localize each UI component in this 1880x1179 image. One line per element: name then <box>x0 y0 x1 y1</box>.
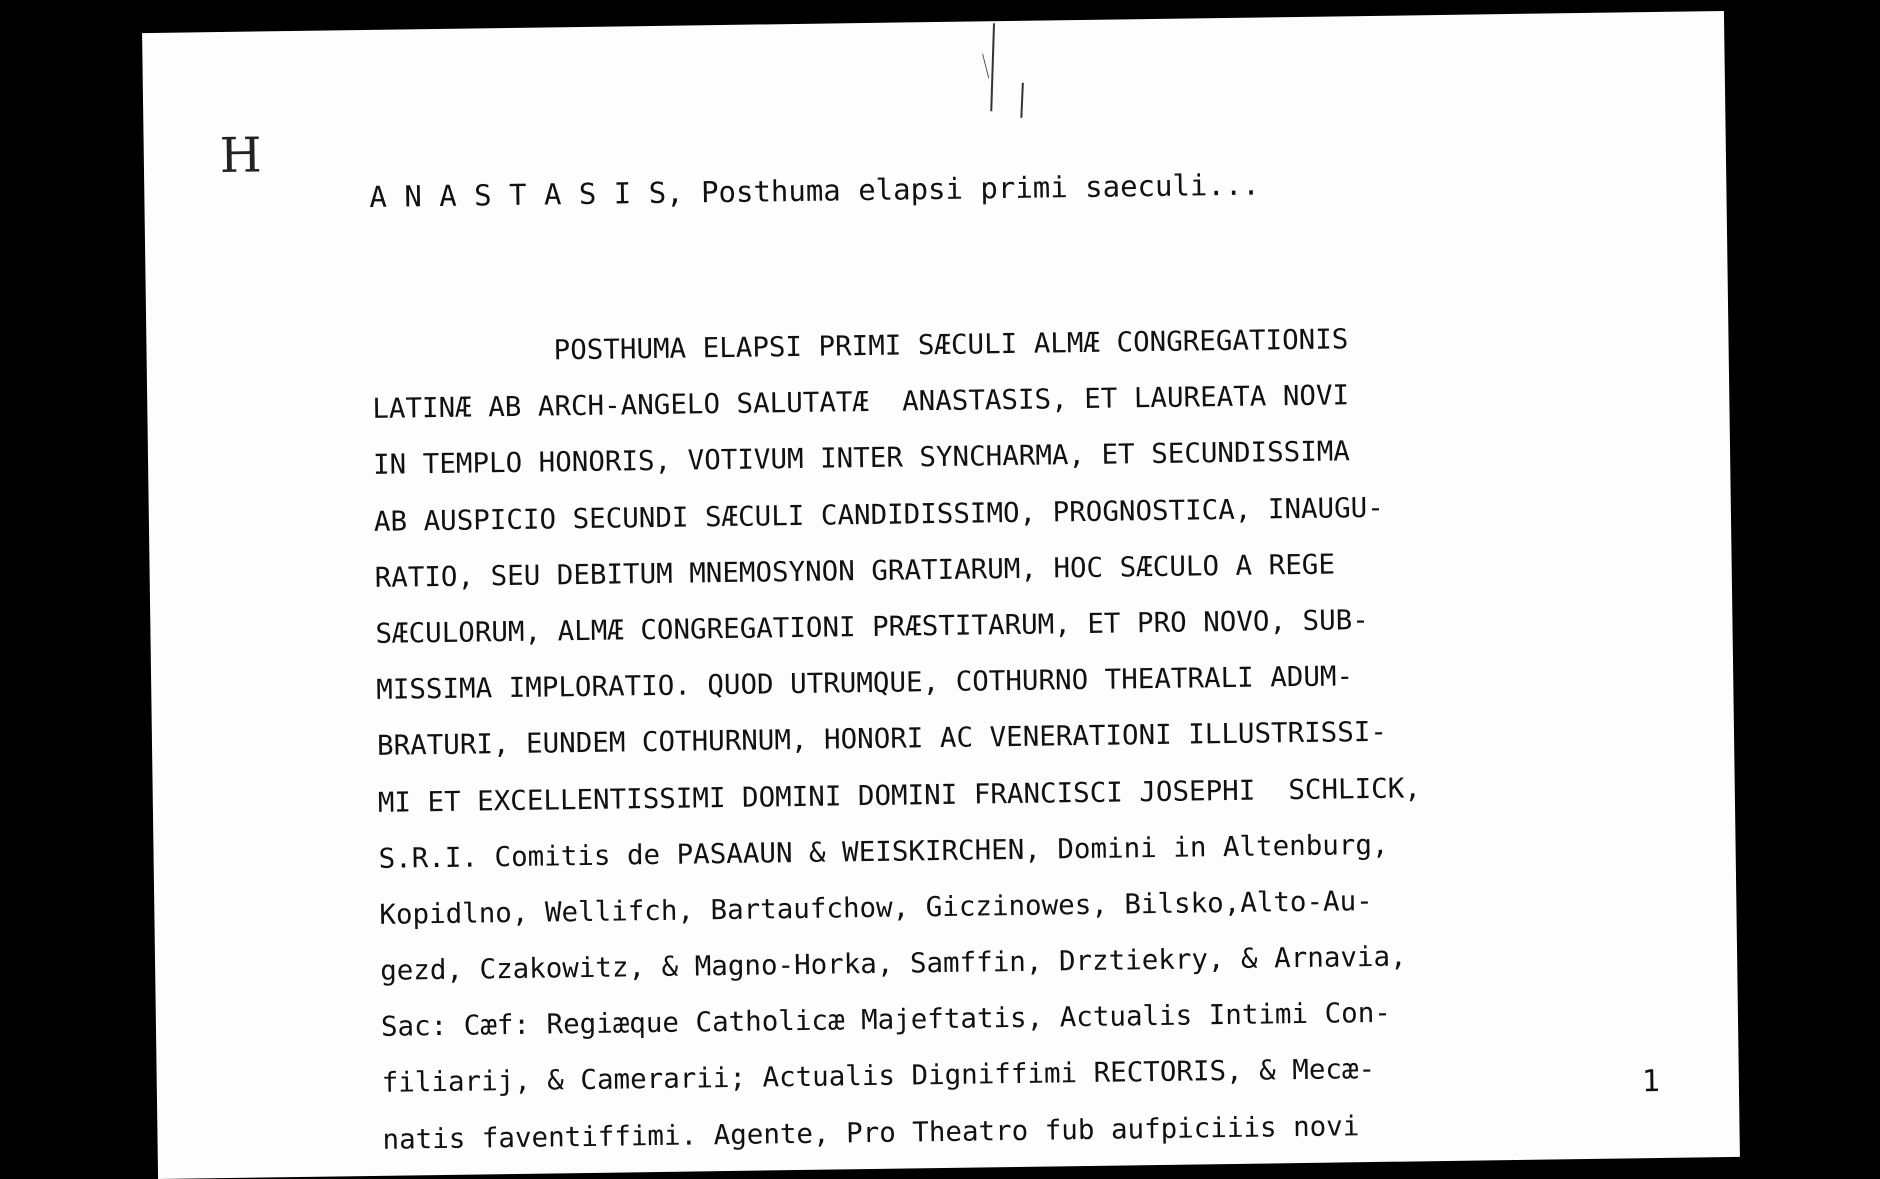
document-title: A N A S T A S I S, Posthuma elapsi primi saeculi... <box>369 167 1260 214</box>
document-page <box>142 11 1740 1179</box>
body-text <box>371 307 1683 1168</box>
text-line: POSTHUMA ELAPSI PRIMI SÆCULI ALMÆ CONGREGATIONIS <box>371 323 1349 369</box>
text-line: Sac: Cæf: Regiæque Catholicæ Majeftatis, Actualis Intimi Con- <box>380 997 1392 1044</box>
text-line: filiarij, & Camerarii; Actualis Digniffimi RECTORIS, & Mecæ- <box>381 1053 1376 1100</box>
text-line: AB AUSPICIO SECUNDI SÆCULI CANDIDISSIMO, PROGNOSTICA, INAUGU- <box>373 491 1384 538</box>
text-line: IN TEMPLO HONORIS, VOTIVUM INTER SYNCHARMA, ET SECUNDISSIMA <box>372 435 1351 482</box>
text-line: Kopidlno, Wellifch, Bartaufchow, Giczinowes, Bilsko,Alto-Au- <box>379 884 1373 931</box>
text-line: natis faventiffimi. Agente, Pro Theatro fub aufpiciiis novi <box>382 1109 1360 1156</box>
text-line: MISSIMA IMPLORATIO. QUOD UTRUMQUE, COTHURNO THEATRALI ADUM- <box>376 660 1354 707</box>
text-line: MI ET EXCELLENTISSIMI DOMINI DOMINI FRANCISCI JOSEPHI SCHLICK, <box>377 771 1422 819</box>
handwritten-margin-mark: H <box>219 127 265 185</box>
text-line: gezd, Czakowitz, & Magno-Horka, Samffin, Drztiekry, & Arnavia, <box>379 940 1407 987</box>
text-line: SÆCULORUM, ALMÆ CONGREGATIONI PRÆSTITARUM, ET PRO NOVO, SUB- <box>375 603 1370 650</box>
pen-marks-icon <box>982 23 1043 124</box>
text-line: S.R.I. Comitis de PASAAUN & WEISKIRCHEN, Domini in Altenburg, <box>378 828 1389 875</box>
text-line: RATIO, SEU DEBITUM MNEMOSYNON GRATIARUM, HOC SÆCULO A REGE <box>374 548 1336 594</box>
text-line: BRATURI, EUNDEM COTHURNUM, HONORI AC VENERATIONI ILLUSTRISSI- <box>376 716 1388 763</box>
page-number: 1 <box>1641 1064 1661 1100</box>
text-line: LATINÆ AB ARCH-ANGELO SALUTATÆ ANASTASIS, ET LAUREATA NOVI <box>372 379 1350 426</box>
